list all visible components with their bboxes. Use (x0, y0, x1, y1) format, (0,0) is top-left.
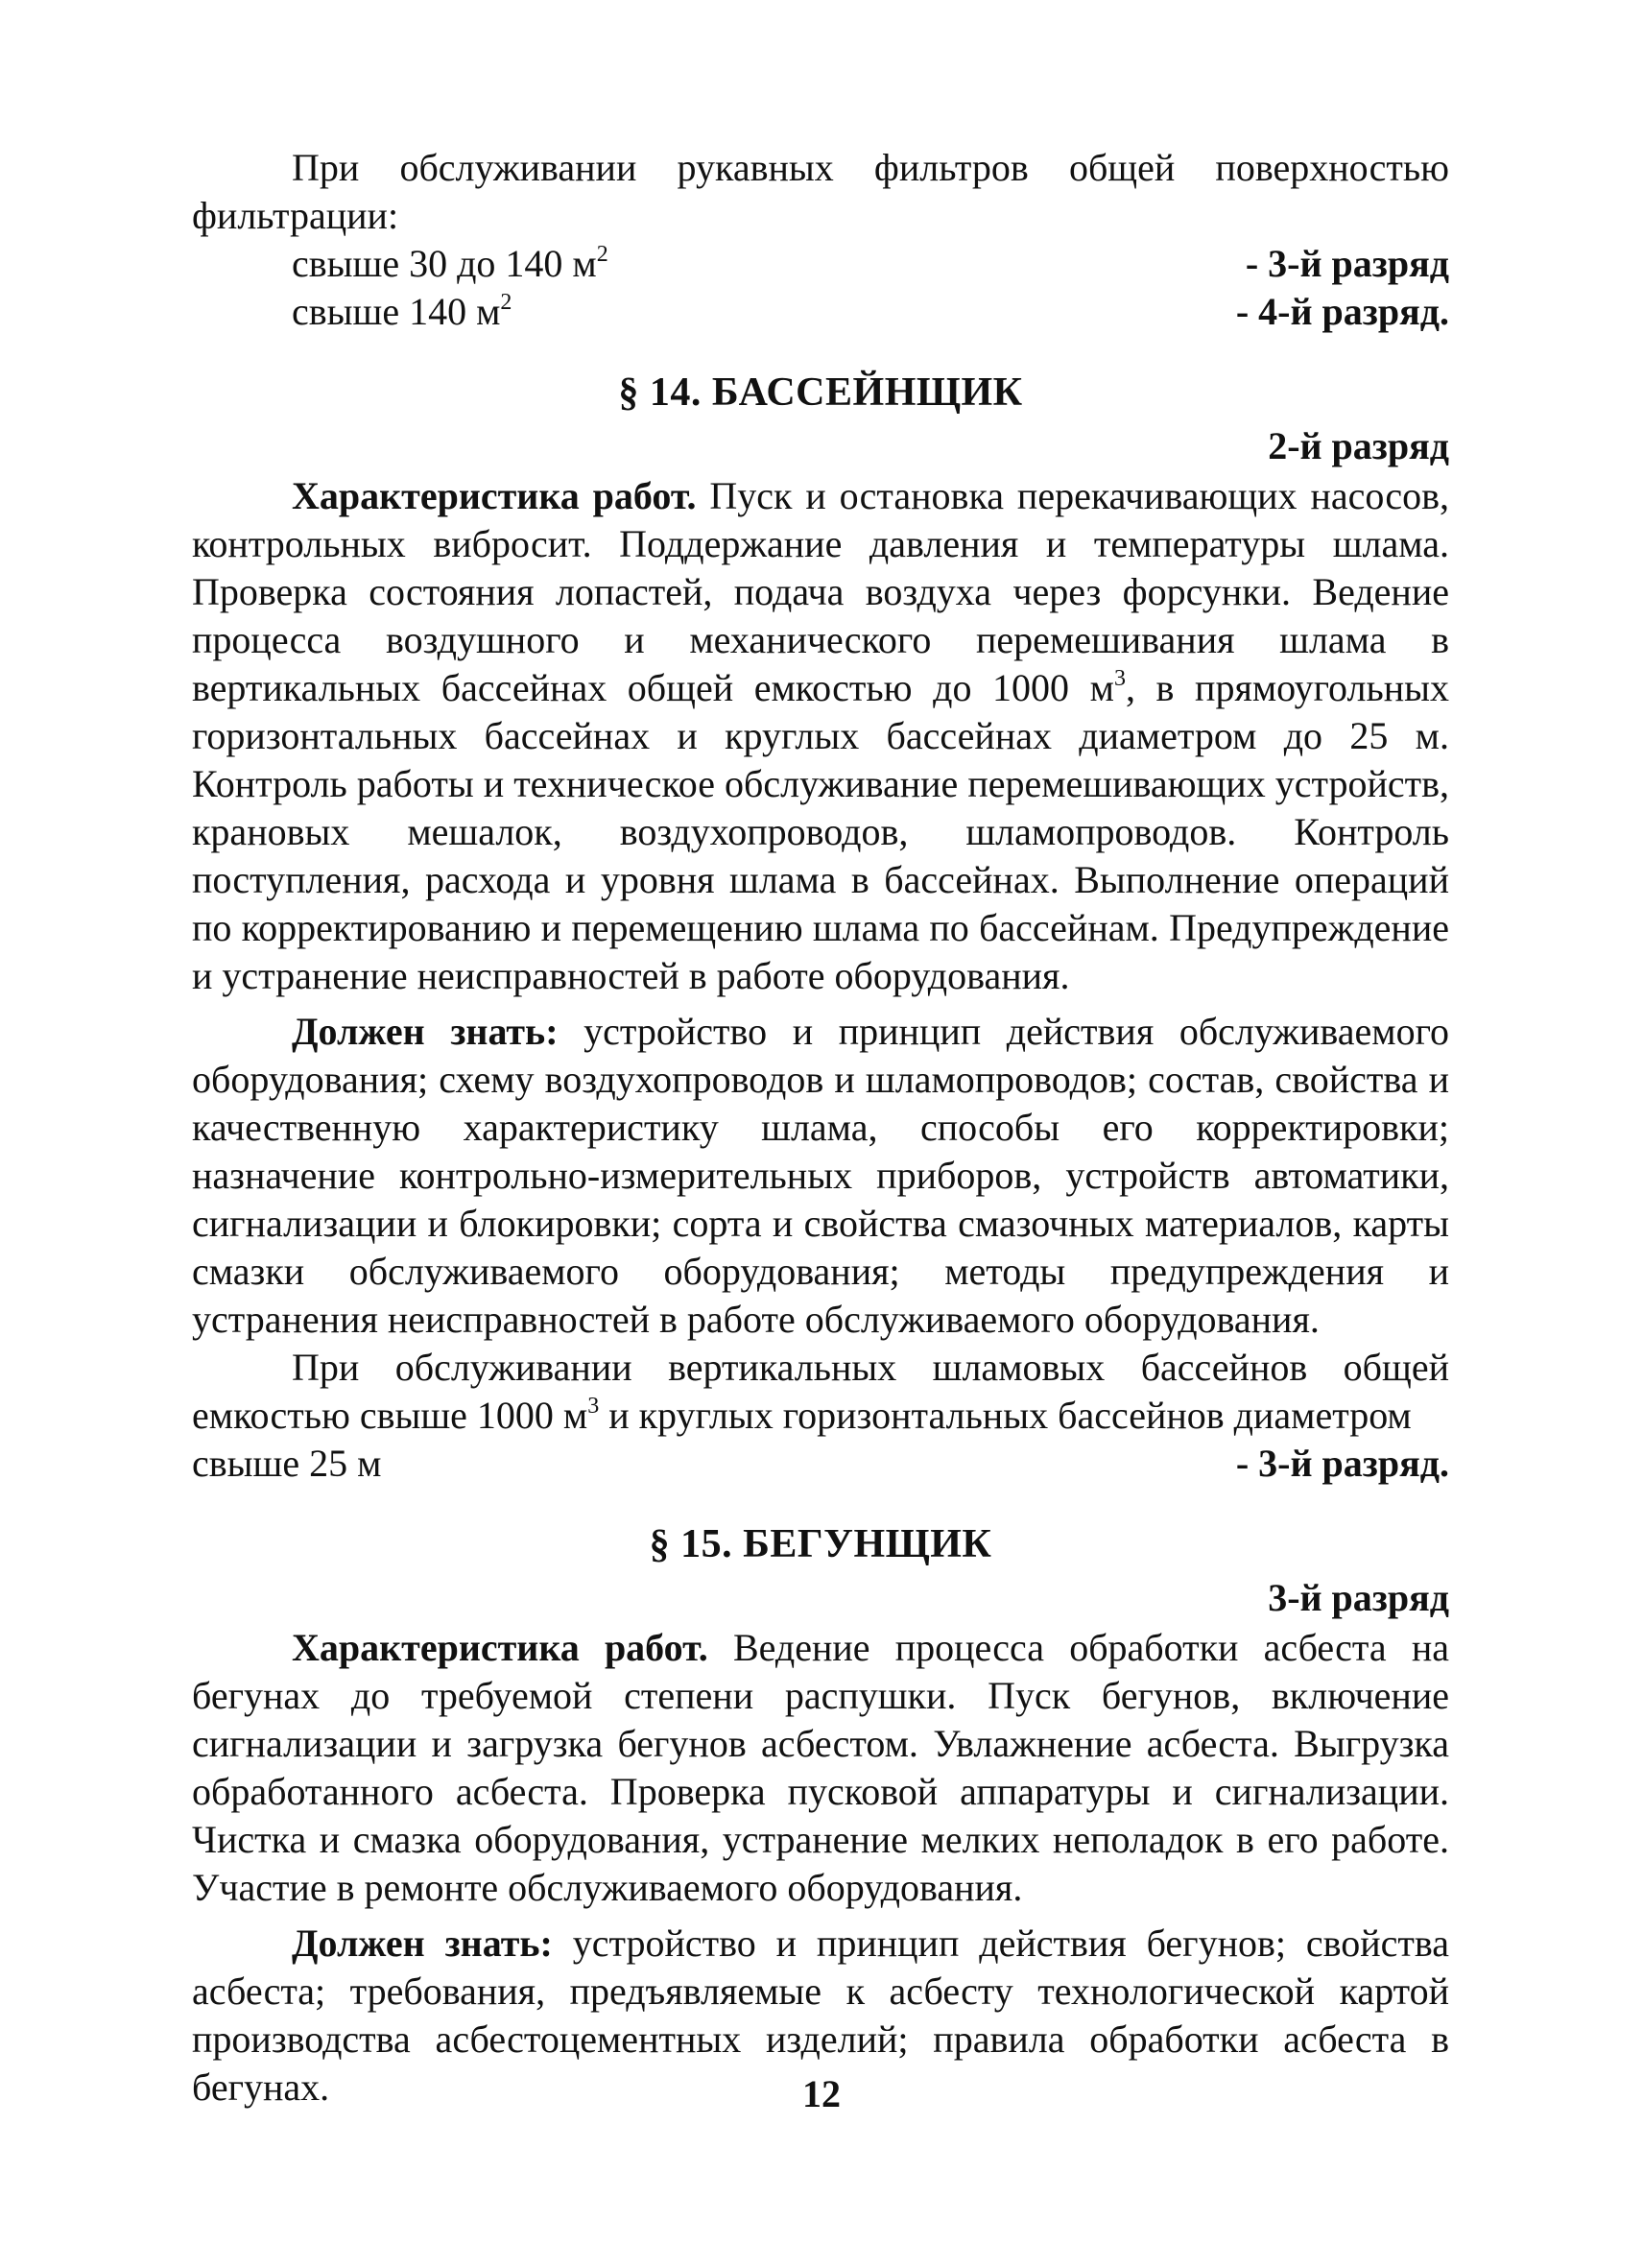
section-14-know-text: устройство и принцип действия обслуживаемого оборудования; схему воздухопроводов и шламопроводов; состав, свойства и качественную характеристику шлама, способы его корректировки; назначение контрольно-измерительных приборов, устройств автоматики, сигнализации и блокировки; сорта и свойства смазочных материалов, карты смазки обслуживаемого оборудования; методы предупреждения и устранения неисправностей в работе обслуживаемого оборудования. (192, 1010, 1449, 1341)
section-14-know-heading: Должен знать: (292, 1010, 559, 1053)
section-14-extra-sup: 3 (587, 1394, 600, 1419)
section-14-extra-label: свыше 25 м (192, 1442, 382, 1485)
intro-paragraph: При обслуживании рукавных фильтров общей поверхностью фильтрации: (192, 146, 1449, 237)
section-15-grade: 3-й разряд (1268, 1576, 1449, 1619)
section-14-extra-grade: - 3-й разряд. (1235, 1442, 1449, 1485)
section-14-characteristics (192, 472, 1449, 1000)
section-14-extra-grade-row (192, 1440, 1449, 1488)
grade-row-2-value: - 4-й разряд. (1235, 290, 1449, 333)
grade-row-1-label: свыше 30 до 140 м (292, 242, 597, 285)
section-14-knowledge (192, 1008, 1449, 1344)
grade-row-1-value: - 3-й разряд (1245, 242, 1449, 285)
page-number: 12 (802, 2072, 841, 2115)
section-14-extra (192, 1344, 1449, 1440)
grade-row-1 (192, 240, 1449, 288)
section-14-extra-a: При обслуживании вертикальных шламовых бассейнов общей емкостью свыше 1000 м (192, 1346, 1449, 1437)
section-15-char-heading: Характеристика работ. (292, 1626, 708, 1669)
section-14-grade: 2-й разряд (1268, 424, 1449, 467)
section-14-char-sup: 3 (1113, 666, 1126, 691)
section-15-know-heading: Должен знать: (292, 1922, 553, 1965)
grade-row-2 (192, 288, 1449, 336)
section-15-char-text: Ведение процесса обработки асбеста на бегунах до требуемой степени распушки. Пуск бегунов, включение сигнализации и загрузка бегунов асбестом. Увлажнение асбеста. Выгрузка обработанного асбеста. Проверка пусковой аппаратуры и сигнализации. Чистка и смазка оборудования, устранение мелких неполадок в его работе. Участие в ремонте обслуживаемого оборудования. (192, 1626, 1449, 1909)
grade-row-1-sup: 2 (596, 242, 608, 267)
section-15-characteristics (192, 1624, 1449, 1912)
section-14-char-heading: Характеристика работ. (292, 474, 697, 517)
grade-row-2-sup: 2 (500, 290, 512, 315)
section-14-extra-b: и круглых горизонтальных бассейнов диаметром (599, 1394, 1412, 1437)
section-14-char-text-a: Пуск и остановка перекачивающих насосов, контрольных вибросит. Поддержание давления и температуры шлама. Проверка состояния лопастей, подача воздуха через форсунки. Ведение процесса воздушного и механического перемешивания шлама в вертикальных бассейнах общей емкостью до 1000 м (192, 474, 1449, 709)
section-15-title: § 15. БЕГУНЩИК (649, 1522, 992, 1566)
section-15-know-text: устройство и принцип действия бегунов; свойства асбеста; требования, предъявляемые к асбесту технологической картой производства асбестоцементных изделий; правила обработки асбеста в бегунах. (192, 1922, 1449, 2109)
page-content (192, 144, 1449, 2112)
section-14-char-text-b: , в прямоугольных горизонтальных бассейнах и круглых бассейнах диаметром до 25 м. Контроль работы и техническое обслуживание перемешивающих устройств, крановых мешалок, воздухопроводов, шламопроводов. Контроль поступления, расхода и уровня шлама в бассейнах. Выполнение операций по корректированию и перемещению шлама по бассейнам. Предупреждение и устранение неисправностей в работе оборудования. (192, 666, 1449, 997)
grade-row-2-label: свыше 140 м (292, 290, 501, 333)
section-14-title: § 14. БАССЕЙНЩИК (618, 370, 1023, 415)
